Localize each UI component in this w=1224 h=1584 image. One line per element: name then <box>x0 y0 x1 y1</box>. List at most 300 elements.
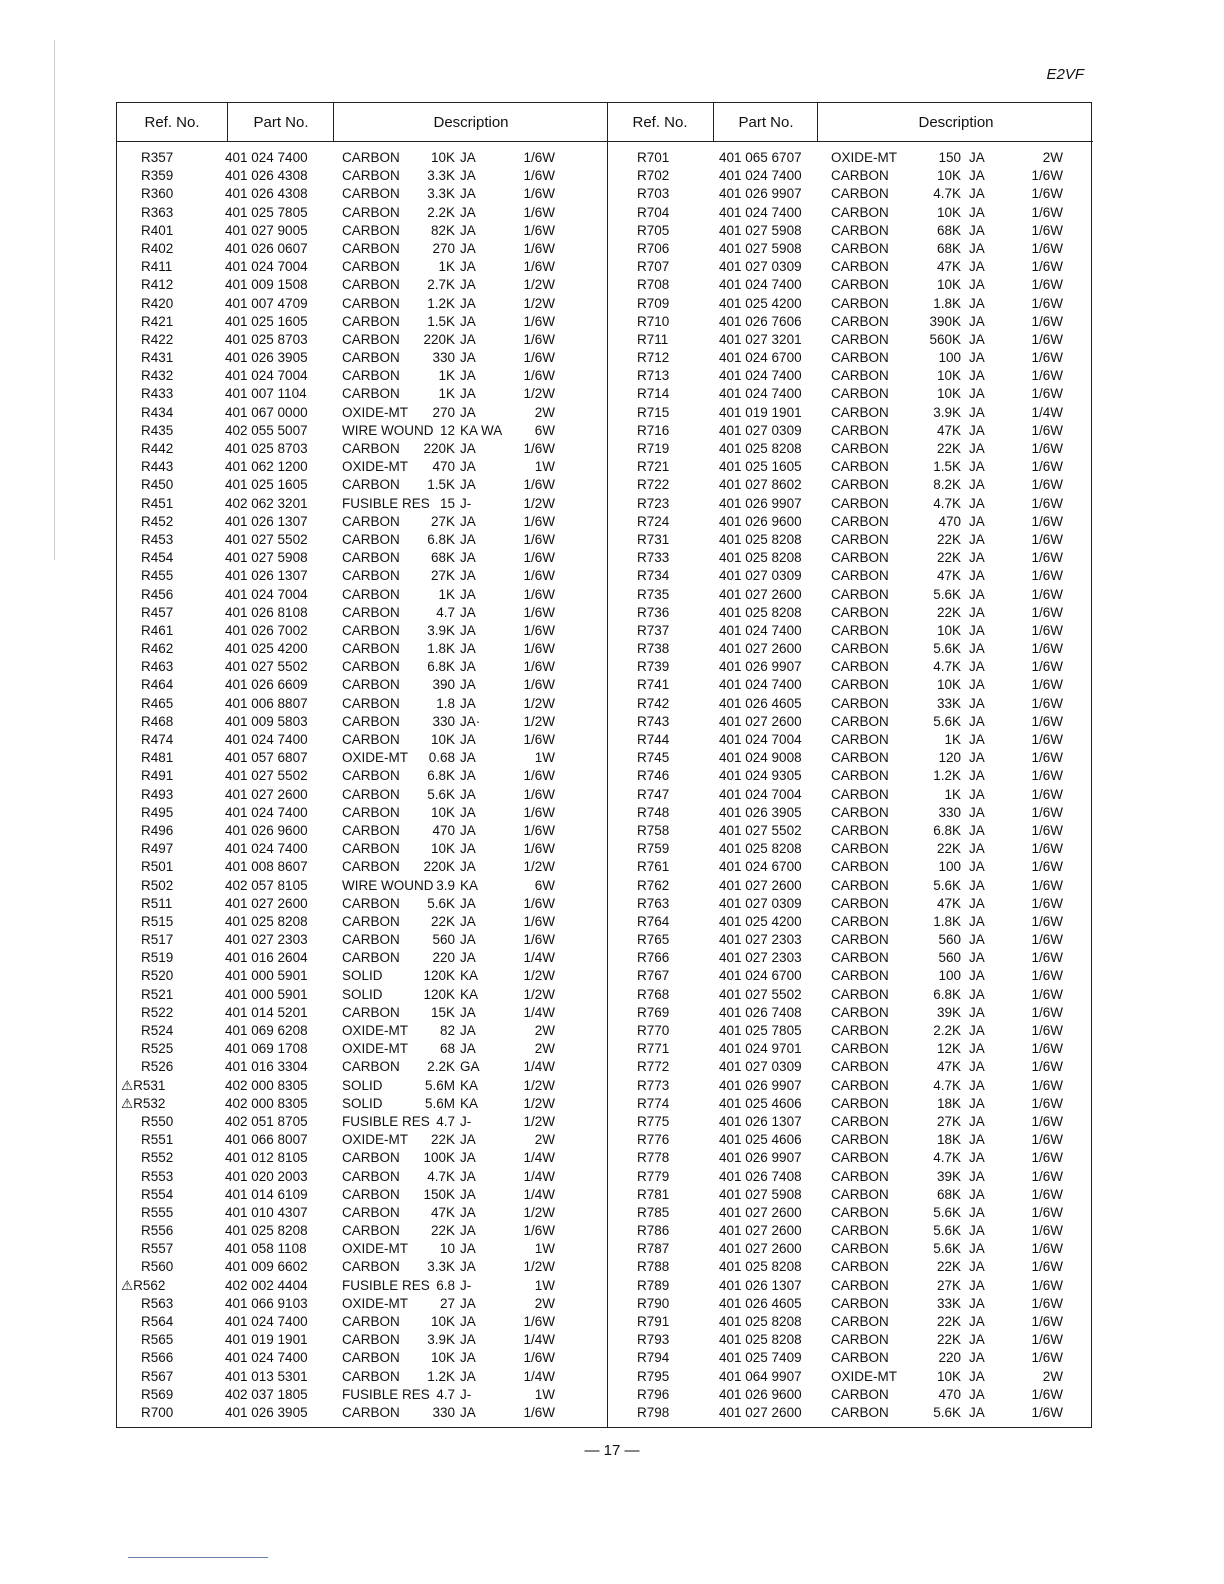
resistor-type: CARBON <box>342 331 400 347</box>
part-no: 401 024 7400 <box>719 204 802 220</box>
ref-no: R564 <box>141 1314 174 1329</box>
ref-no: R795 <box>637 1368 670 1384</box>
part-no: 401 024 7400 <box>719 622 802 638</box>
ref-no: R776 <box>637 1132 670 1148</box>
resistor-type: OXIDE-MT <box>342 750 408 766</box>
tolerance-code: JA <box>460 331 476 347</box>
resistance-value: 10K <box>936 677 961 693</box>
resistor-type: CARBON <box>831 441 889 456</box>
table-row <box>117 1258 607 1276</box>
resistor-type: CARBON <box>831 877 889 893</box>
part-no: 401 027 0309 <box>719 1059 802 1075</box>
resistance-value: 47K <box>936 1059 961 1075</box>
tolerance-code: JA <box>460 732 476 747</box>
part-no: 401 026 3905 <box>225 1404 308 1420</box>
resistor-type: CARBON <box>831 950 889 966</box>
resistor-type: OXIDE-MT <box>342 1132 408 1148</box>
tolerance-code: JA <box>969 1132 985 1148</box>
part-no: 401 024 7400 <box>719 277 802 293</box>
part-no: 401 027 0309 <box>719 568 802 584</box>
resistor-type: CARBON <box>831 895 889 911</box>
resistor-type: CARBON <box>342 531 400 547</box>
part-no: 401 026 8108 <box>225 604 308 620</box>
wattage: 1/6W <box>1031 550 1063 566</box>
right-rows <box>607 149 1093 1422</box>
wattage: 1/6W <box>1031 1277 1063 1293</box>
resistor-type: CARBON <box>831 695 889 711</box>
resistance-value: 39K <box>936 1168 961 1184</box>
part-no: 401 027 5502 <box>719 986 802 1002</box>
tolerance-code: JA <box>460 804 476 820</box>
ref-no: R451 <box>141 495 174 511</box>
resistor-type: CARBON <box>831 677 889 693</box>
tolerance-code: KA <box>460 877 479 893</box>
resistance-value: 5.6K <box>933 713 961 729</box>
wattage: 1/2W <box>523 386 555 402</box>
wattage: 1/6W <box>1031 622 1063 638</box>
wattage: 1/6W <box>1031 732 1063 747</box>
resistor-type: CARBON <box>342 804 400 820</box>
resistor-type: OXIDE-MT <box>342 1041 408 1057</box>
table-row <box>117 877 607 895</box>
wattage: 1/2W <box>523 495 555 511</box>
table-row <box>117 1386 607 1404</box>
ref-no: R748 <box>637 804 670 820</box>
wattage: 1/6W <box>523 895 555 911</box>
part-no: 401 024 7400 <box>719 677 802 693</box>
header-part-no: Part No. <box>713 103 818 141</box>
ref-no: R724 <box>637 513 670 529</box>
table-row <box>117 1168 607 1186</box>
part-no: 401 027 0309 <box>719 259 802 275</box>
part-no: 401 025 8208 <box>719 531 802 547</box>
part-no: 401 027 2600 <box>225 895 308 911</box>
ref-no: R360 <box>141 186 174 202</box>
tolerance-code: JA <box>969 1332 985 1348</box>
part-no: 401 067 0000 <box>225 404 308 420</box>
resistor-type: OXIDE-MT <box>831 150 897 165</box>
resistance-value: 47K <box>936 568 961 584</box>
resistor-type: CARBON <box>342 1204 400 1220</box>
resistor-type: CARBON <box>342 168 400 184</box>
tolerance-code: JA <box>969 641 985 657</box>
resistor-type: SOLID <box>342 986 383 1002</box>
resistance-value: 470 <box>432 459 455 475</box>
resistor-type: CARBON <box>342 859 400 875</box>
wattage: 1/6W <box>523 168 555 184</box>
resistance-value: 10K <box>936 622 961 638</box>
table-row <box>117 1349 607 1367</box>
part-no: 401 009 1508 <box>225 277 308 293</box>
wattage: 1/6W <box>523 913 555 929</box>
wattage: 2W <box>534 404 555 420</box>
tolerance-code: JA <box>460 240 476 256</box>
resistor-type: CARBON <box>831 968 889 984</box>
wattage: 1/6W <box>523 1314 555 1329</box>
resistance-value: 27K <box>430 513 455 529</box>
wattage: 6W <box>534 877 555 893</box>
tolerance-code: JA <box>969 895 985 911</box>
wattage: 1/6W <box>1031 804 1063 820</box>
table-row <box>117 1313 607 1331</box>
resistor-type: CARBON <box>831 1404 889 1420</box>
wattage: 1/6W <box>1031 1386 1063 1402</box>
resistor-type: CARBON <box>342 204 400 220</box>
table-row <box>607 567 1093 585</box>
tolerance-code: JA <box>969 1186 985 1202</box>
part-no: 401 058 1108 <box>225 1241 307 1257</box>
part-no: 401 024 7400 <box>225 1350 308 1366</box>
part-no: 401 025 8208 <box>719 550 802 566</box>
resistor-type: CARBON <box>831 732 889 747</box>
resistor-type: CARBON <box>831 932 889 948</box>
table-row <box>117 804 607 822</box>
part-no: 401 025 4200 <box>225 641 308 657</box>
table-row <box>117 458 607 476</box>
wattage: 1/6W <box>1031 950 1063 966</box>
resistance-value: 100 <box>938 859 961 875</box>
resistor-type: CARBON <box>831 768 889 784</box>
tolerance-code: KA WA <box>460 422 503 438</box>
table-row <box>607 1222 1093 1240</box>
wattage: 1/6W <box>1031 350 1063 366</box>
table-row <box>117 313 607 331</box>
resistance-value: 10K <box>430 804 455 820</box>
resistance-value: 2.2K <box>427 1059 455 1075</box>
resistance-value: 68K <box>936 1186 961 1202</box>
tolerance-code: JA <box>969 259 985 275</box>
resistor-type: CARBON <box>342 186 400 202</box>
ref-no: R491 <box>141 768 174 784</box>
tolerance-code: JA <box>969 295 985 311</box>
resistance-value: 1.2K <box>933 768 961 784</box>
table-row <box>117 1240 607 1258</box>
ref-no: R556 <box>141 1223 174 1239</box>
tolerance-code: JA <box>969 495 985 511</box>
resistor-type: CARBON <box>831 168 889 184</box>
resistor-type: CARBON <box>831 641 889 657</box>
tolerance-code: JA <box>969 1386 985 1402</box>
table-row <box>117 167 607 185</box>
part-no: 401 024 7400 <box>719 386 802 402</box>
resistor-type: CARBON <box>831 713 889 729</box>
ref-no: R464 <box>141 677 174 693</box>
tolerance-code: JA <box>969 1223 985 1239</box>
tolerance-code: JA <box>969 1077 985 1093</box>
table-row <box>607 840 1093 858</box>
ref-no: R707 <box>637 259 670 275</box>
wattage: 1/6W <box>1031 1059 1063 1075</box>
ref-no: R554 <box>141 1186 174 1202</box>
ref-no: R496 <box>141 822 174 838</box>
table-row <box>607 185 1093 203</box>
table-row <box>607 822 1093 840</box>
tolerance-code: JA <box>460 641 476 657</box>
table-row <box>607 749 1093 767</box>
resistor-type: CARBON <box>831 913 889 929</box>
resistor-type: CARBON <box>342 368 400 384</box>
ref-no: R521 <box>141 986 174 1002</box>
wattage: 1/6W <box>523 641 555 657</box>
ref-no: R502 <box>141 877 174 893</box>
resistor-type: CARBON <box>342 222 400 238</box>
tolerance-code: JA <box>969 240 985 256</box>
resistance-value: 3.3K <box>427 1259 455 1275</box>
part-no: 401 027 2600 <box>719 877 802 893</box>
wattage: 1/6W <box>523 313 555 329</box>
resistance-value: 10K <box>430 732 455 747</box>
part-no: 401 025 8208 <box>719 1314 802 1329</box>
ref-no: R796 <box>637 1386 670 1402</box>
part-no: 401 009 5803 <box>225 713 308 729</box>
table-row <box>117 1095 607 1113</box>
table-row <box>117 986 607 1004</box>
tolerance-code: JA <box>969 750 985 766</box>
part-no: 401 000 5901 <box>225 986 308 1002</box>
ref-no: R789 <box>637 1277 670 1293</box>
table-row <box>117 749 607 767</box>
tolerance-code: JA <box>969 277 985 293</box>
part-no: 401 000 5901 <box>225 968 308 984</box>
ref-no: R434 <box>141 404 174 420</box>
resistance-value: 470 <box>432 822 455 838</box>
part-no: 401 026 3905 <box>719 804 802 820</box>
resistor-type: CARBON <box>342 768 400 784</box>
wattage: 1/6W <box>523 768 555 784</box>
ref-no: R553 <box>141 1168 174 1184</box>
table-row <box>117 1022 607 1040</box>
ref-no: R710 <box>637 313 670 329</box>
resistance-value: 4.7K <box>933 1150 961 1166</box>
part-no: 401 069 1708 <box>225 1041 308 1057</box>
part-no: 402 062 3201 <box>225 495 308 511</box>
resistance-value: 1.5K <box>427 477 455 493</box>
part-no: 401 027 5908 <box>719 222 802 238</box>
table-row <box>607 1186 1093 1204</box>
part-no: 401 027 0309 <box>719 422 802 438</box>
resistor-type: CARBON <box>342 477 400 493</box>
part-no: 401 025 8208 <box>225 1223 308 1239</box>
part-no: 401 027 5908 <box>719 1186 802 1202</box>
table-row <box>607 531 1093 549</box>
ref-no: R771 <box>637 1041 670 1057</box>
part-no: 402 051 8705 <box>225 1113 308 1129</box>
resistor-type: SOLID <box>342 968 383 984</box>
wattage: 1/6W <box>523 1223 555 1239</box>
tolerance-code: KA <box>460 1077 479 1093</box>
resistor-type: CARBON <box>342 786 400 802</box>
resistance-value: 22K <box>936 1332 961 1348</box>
ref-no: R779 <box>637 1168 670 1184</box>
tolerance-code: JA <box>969 459 985 475</box>
ref-no: R772 <box>637 1059 670 1075</box>
resistance-value: 12 <box>439 422 455 438</box>
part-no: 401 026 7408 <box>719 1168 802 1184</box>
tolerance-code: JA <box>460 1186 476 1202</box>
resistor-type: CARBON <box>831 513 889 529</box>
tolerance-code: JA <box>460 277 476 293</box>
resistance-value: 22K <box>936 441 961 456</box>
resistor-type: CARBON <box>831 568 889 584</box>
table-row <box>117 695 607 713</box>
part-no: 402 037 1805 <box>225 1386 308 1402</box>
tolerance-code: JA <box>460 1314 476 1329</box>
resistor-type: CARBON <box>831 659 889 675</box>
part-no: 401 026 4605 <box>719 695 802 711</box>
table-row <box>117 276 607 294</box>
part-no: 401 066 9103 <box>225 1295 308 1311</box>
wattage: 1/6W <box>523 477 555 493</box>
part-no: 401 027 5502 <box>719 822 802 838</box>
part-no: 401 027 5502 <box>225 768 308 784</box>
resistance-value: 1.8K <box>933 295 961 311</box>
part-no: 401 025 1605 <box>225 477 308 493</box>
resistance-value: 6.8 <box>436 1277 455 1293</box>
table-row <box>117 513 607 531</box>
table-row <box>607 895 1093 913</box>
resistance-value: 15 <box>439 495 455 511</box>
tolerance-code: JA <box>460 859 476 875</box>
table-row <box>117 222 607 240</box>
resistor-type: CARBON <box>831 404 889 420</box>
resistance-value: 22K <box>936 1259 961 1275</box>
part-no: 401 027 2600 <box>225 786 308 802</box>
table-row <box>117 840 607 858</box>
resistance-value: 10K <box>936 386 961 402</box>
wattage: 1/6W <box>1031 495 1063 511</box>
ref-no: R703 <box>637 186 670 202</box>
ref-no: R495 <box>141 804 174 820</box>
tolerance-code: JA <box>460 1259 476 1275</box>
tolerance-code: JA <box>969 531 985 547</box>
tolerance-code: JA <box>969 368 985 384</box>
resistance-value: 150K <box>423 1186 455 1202</box>
part-no: 401 024 7400 <box>719 168 802 184</box>
resistance-value: 3.9K <box>933 404 961 420</box>
tolerance-code: JA <box>969 1259 985 1275</box>
wattage: 1/2W <box>523 1113 555 1129</box>
model-code: E2VF <box>1046 66 1084 83</box>
part-no: 401 027 2600 <box>719 641 802 657</box>
resistor-type: SOLID <box>342 1095 383 1111</box>
part-no: 401 026 9600 <box>719 513 802 529</box>
table-row <box>117 1131 607 1149</box>
resistance-value: 68K <box>430 550 455 566</box>
resistance-value: 470 <box>938 1386 961 1402</box>
wattage: 1/6W <box>523 822 555 838</box>
ref-no: R457 <box>141 604 174 620</box>
resistance-value: 47K <box>936 259 961 275</box>
resistance-value: 330 <box>432 1404 455 1420</box>
ref-no: R761 <box>637 859 670 875</box>
wattage: 1/6W <box>1031 441 1063 456</box>
tolerance-code: JA <box>460 168 476 184</box>
resistance-value: 120K <box>423 986 455 1002</box>
resistor-type: CARBON <box>831 368 889 384</box>
ref-no: R462 <box>141 641 174 657</box>
resistor-type: CARBON <box>831 1077 889 1093</box>
wattage: 1/6W <box>1031 586 1063 602</box>
table-row <box>607 1131 1093 1149</box>
part-no: 401 026 7408 <box>719 1004 802 1020</box>
table-row <box>607 1295 1093 1313</box>
tolerance-code: JA <box>969 168 985 184</box>
table-row <box>607 367 1093 385</box>
resistance-value: 82K <box>430 222 455 238</box>
ref-no: R431 <box>141 350 174 366</box>
resistance-value: 4.7 <box>436 1386 455 1402</box>
table-row <box>607 1404 1093 1422</box>
tolerance-code: JA <box>460 1368 476 1384</box>
part-no: 401 024 7400 <box>719 368 802 384</box>
wattage: 1/6W <box>523 659 555 675</box>
table-row <box>607 313 1093 331</box>
wattage: 1/2W <box>523 1095 555 1111</box>
ref-no: R735 <box>637 586 670 602</box>
ref-no: R719 <box>637 441 670 456</box>
table-row <box>607 804 1093 822</box>
wattage: 1W <box>534 459 555 475</box>
resistor-type: CARBON <box>831 1186 889 1202</box>
table-row <box>607 422 1093 440</box>
wattage: 1/6W <box>1031 932 1063 948</box>
wattage: 1/6W <box>1031 641 1063 657</box>
wattage: 1W <box>534 750 555 766</box>
resistor-type: CARBON <box>831 1132 889 1148</box>
ref-no: R420 <box>141 295 174 311</box>
resistor-type: CARBON <box>342 240 400 256</box>
resistance-value: 270 <box>432 404 455 420</box>
ref-no: R743 <box>637 713 670 729</box>
ref-no: R551 <box>141 1132 174 1148</box>
part-no: 401 025 8208 <box>225 913 308 929</box>
ref-no: R557 <box>141 1241 174 1257</box>
resistance-value: 390 <box>432 677 455 693</box>
part-no: 401 024 9008 <box>719 750 802 766</box>
resistor-type: CARBON <box>342 1150 400 1166</box>
wattage: 1W <box>534 1386 555 1402</box>
ref-no: R709 <box>637 295 670 311</box>
table-row <box>607 1095 1093 1113</box>
tolerance-code: JA <box>969 659 985 675</box>
ref-no: R798 <box>637 1404 670 1420</box>
resistor-type: CARBON <box>342 568 400 584</box>
tolerance-code: JA <box>969 822 985 838</box>
tolerance-code: JA <box>460 950 476 966</box>
resistance-value: 47K <box>430 1204 455 1220</box>
resistor-type: CARBON <box>831 386 889 402</box>
wattage: 1/6W <box>523 186 555 202</box>
ref-no: R705 <box>637 222 670 238</box>
tolerance-code: JA <box>969 1404 985 1420</box>
part-no: 401 026 9600 <box>719 1386 802 1402</box>
left-table-header <box>117 103 607 142</box>
binding-margin-line <box>54 40 55 560</box>
tolerance-code: JA <box>969 768 985 784</box>
tolerance-code: JA <box>460 350 476 366</box>
part-no: 401 024 6700 <box>719 968 802 984</box>
wattage: 1/6W <box>523 1350 555 1366</box>
ref-no: R741 <box>637 677 670 693</box>
part-no: 401 026 4605 <box>719 1295 802 1311</box>
wattage: 1/2W <box>523 295 555 311</box>
resistance-value: 3.3K <box>427 168 455 184</box>
resistor-type: CARBON <box>831 1277 889 1293</box>
resistor-type: CARBON <box>342 732 400 747</box>
resistance-value: 6.8K <box>933 822 961 838</box>
ref-no: R704 <box>637 204 670 220</box>
resistor-type: CARBON <box>831 331 889 347</box>
